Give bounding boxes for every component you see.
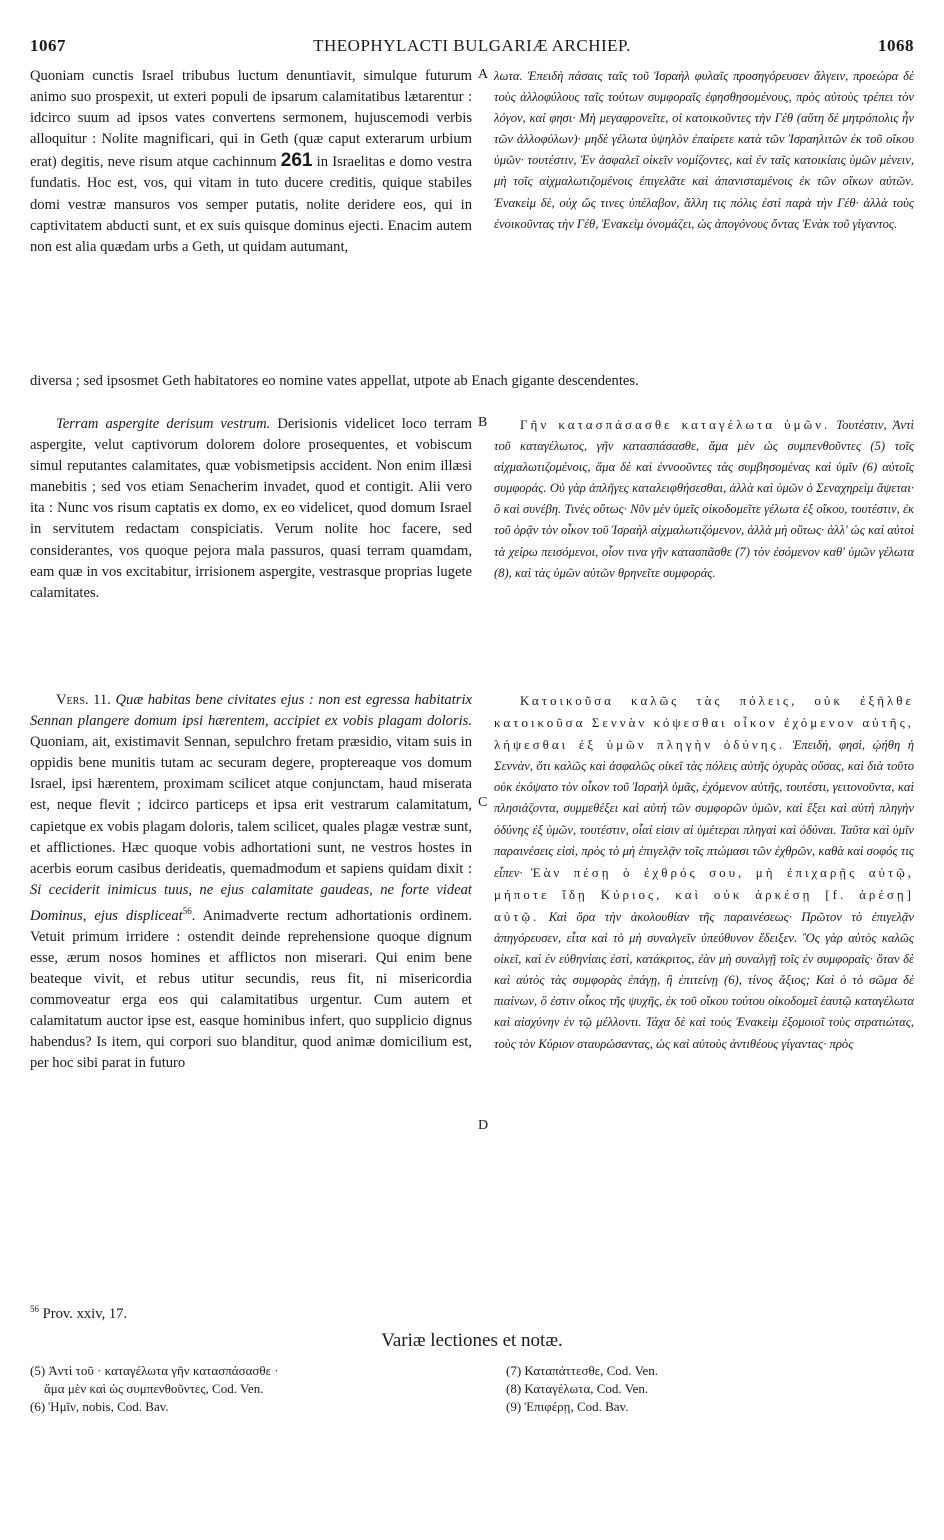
latin-column-section-b <box>30 414 472 604</box>
notes-left-column <box>30 1362 470 1416</box>
greek-lemma: Γῆν κατασπάσασθε καταγέλωτα ὑμῶν. <box>520 417 831 432</box>
note-line: (7) Καταπάττεσθε, Cod. Ven. <box>506 1363 659 1378</box>
page-number-right: 1068 <box>878 36 914 55</box>
latin-text: . Animadverte rectum adhortationis ordinem. Vetuit primum irridere : ostendit deinde reprehensione quoque dignum esse, ærum nosos homines et afflictos non miserari. Qui enim bene beateque vivit, et rebus utitur secundis, reus fit, ni misericordia commoveatur erga eos qui calamitatibus urgentur. Cum autem et calamitatum auctor ipse est, easque hominibus infert, quo supplicio dignus habendus? Is item, qui corpori suo blanditur, quod animæ domicilium est, per hoc sibi parat in futuro <box>30 907 472 1072</box>
note-line: (9) Ἐπιφέρῃ, Cod. Bav. <box>506 1399 629 1414</box>
greek-text: Καὶ ὅρα τὴν ἀκολουθίαν τῆς παραινέσεως· Πρῶτον τὸ ἐπιγελᾷν ἀπηγόρευσεν, εἶτα καὶ τὸ μὴ συναλγεῖν ὑπεύθυνον ἔδειξεν. Ὃς γὰρ αὐτὸς καλῶς οἰκεῖ, καὶ ἐν εὐθηνίαις ἐστὶ, κατάκριτος, ἐὰν μὴ συναλγῇ τοῖς ἐν συμφοραῖς· ὅταν δὲ καὶ αὐτὸς τὰς συμφορὰς ἐπάγῃ, ἢ ἐπιτείνῃ (6), τίνος ἄξιος; Καὶ ὁ τὸ σῶμα δὲ πιαίνων, ὅ ἐστιν οἶκος τῆς ψυχῆς, ἐκ τοῦ οἴκου τούτου οἰκοδομεῖ ἑαυτῷ καταγέλωτα καὶ αἰσχύνην ἐν τῷ μέλλοντι. Τάχα δὲ καὶ τοὺς Ἐνακεὶμ ἐξομοιοῖ τοὺς στρατιώτας, τοὺς τὸν Κύριον σταυρώσαντας, ὡς καὶ αὐτοὺς ἀντιθέους γίγαντας· πρὸς <box>494 909 914 1051</box>
footnote <box>30 1304 127 1323</box>
margin-marker-b: B <box>478 415 488 430</box>
latin-text: Derisionis videlicet loco terram aspergite, velut captivorum dolorem dolore prosequentes, et vobiscum simul reputantes calamitates, quæ vobismetipsis accident. Non enim illæsi manebitis ; sed vos etiam Senacherim invadet, quod et contigit. Alii vero ita : Nunc vos risum captatis ex domo, ex eo videlicet, quod domum Israel in servitutem redactam conspiciatis. Verum nolite hoc facere, sed considerantes, vos quoque pejora mala passuros, quasi terram quamdam, eam quæ in vos excitabitur, irrisionem aspergite, vestrasque proprias lugete calamitates. <box>30 416 472 601</box>
column-marker-bold: 261 <box>280 150 313 172</box>
greek-quote: Ἐὰν πέσῃ ὁ ἐχθρός σου, μὴ ἐπιχαρῇς αὐτῷ, μήποτε ἴδῃ Κύριος, καὶ οὐκ ἀρκέσῃ [f. ἀρέσῃ] αὐτῷ. <box>494 864 915 924</box>
latin-column-section-a <box>30 66 472 258</box>
verse-label: Vers. <box>56 692 89 708</box>
greek-text: Τουτέστιν, Ἀντὶ τοῦ καταγέλωτος, γῆν κατασπάσασθε, ἅμα μὲν ὡς συμπενθοῦντες (5) τοῖς αἰχμαλωτιζομένοις, ἅμα δὲ καὶ ἐννοοῦντες τὰς συμβησομένας καὶ ὑμῖν (6) αὐτοῖς συμφοράς. Οὐ γὰρ ἀπλῆγες καταλειφθήσεσθαι, ἀλλὰ καὶ ὑμῶν ὁ Σεναχηρεὶμ ἅψεται· ὃ καὶ συνέβη. Τινὲς οὕτως· Νῦν μὲν ὑμεῖς οἰκοδομεῖτε γέλωτα ἐξ οἴκου, τουτέστιν, ἐκ τοῦ ὁρᾷν τὸν οἶκον τοῦ Ἰσραὴλ αἰχμαλωτιζόμενον, ἀλλὰ μὴ οὕτως· ἀλλ' ὡς καὶ αὐτοὶ τὰ χείρω πεισόμενοι, οἷον τινα γῆν κατασπᾶσθε (7) τὸν ἐσόμενον καθ' ὑμῶν γέλωτα (8), καὶ τὰς ὑμῶν αὐτῶν θρηνεῖτε συμφοράς. <box>494 418 914 580</box>
margin-marker-d: D <box>478 1118 489 1133</box>
note-line: (8) Καταγέλωτα, Cod. Ven. <box>506 1381 649 1396</box>
greek-column-section-b <box>494 414 914 584</box>
greek-text: Ἐπειδὴ, φησὶ, ᾠήθη ἡ Σεννὰν, ὅτι καλῶς καὶ ἀσφαλῶς οἰκεῖ τὰς πόλεις αὐτῆς ὀχυρὰς οὔσας, καὶ διὰ τοῦτο οὐκ ἐκόψατο τὸν οἶκον τοῦ Ἰσραὴλ ὑμᾶς, ἐχόμενον αὐτῆς, τουτέστι, γειτονοῦντα, καὶ πλησιάζοντα, συμμεθέξει καὶ αὐτὴ τῶν συμφορῶν ὑμῶν, καὶ ἕξει καὶ αὐτὴ πληγὴν ὀδύνης ἐξ ὑμῶν, τουτέστιν, οἷαί εἰσιν αἱ ὑμέτεραι πληγαὶ καὶ ὀδύναι. Ταῦτα καὶ ὑμῖν παραινέσεις εἰσὶ, πρὸς τὸ μὴ ἐπιγελᾷν τοῖς πτώμασι τῶν ἐχθρῶν, καθὰ καὶ σοφός τις εἶπεν· <box>494 738 914 880</box>
latin-quote: Si ceciderit inimicus tuus, ne ejus calamitate gaudeas, ne forte videat Dominus, ejus displiceat <box>30 881 472 924</box>
notes-heading: Variæ lectiones et notæ. <box>381 1330 563 1351</box>
verse-number: 11. <box>88 692 116 708</box>
footnote-number: 56 <box>30 1304 39 1314</box>
greek-lemma: Κατοικοῦσα καλῶς τὰς πόλεις, οὐκ ἐξῆλθε κατοικοῦσα Σεννὰν κόψεσθαι οἶκον ἐχόμενον αὐτῆς, λήψεσθαι ἐξ ὑμῶν πληγὴν ὀδύνης. <box>494 693 914 753</box>
latin-text: diversa ; sed ipsosmet Geth habitatores eo nomine vates appellat, utpote ab Enach gigante descendentes. <box>30 373 639 389</box>
latin-lemma: Quæ habitas bene civitates ejus : non est egressa habitatrix Sennan plangere domum ipsi hærentem, accipiet ex vobis plagam doloris. <box>30 692 472 730</box>
footnote-reference: 56 <box>182 905 192 916</box>
latin-column-section-c <box>30 690 472 1075</box>
full-width-continuation <box>30 371 914 392</box>
page-number-left: 1067 <box>30 36 66 55</box>
notes-right-column <box>506 1362 916 1416</box>
margin-marker-a: A <box>478 67 489 82</box>
running-title: THEOPHYLACTI BULGARIÆ ARCHIEP. <box>313 36 631 55</box>
note-line: (5) Ἀντὶ τοῦ · καταγέλωτα γῆν κατασπάσασθε · <box>30 1363 279 1378</box>
footnote-text: Prov. xxiv, 17. <box>39 1305 128 1322</box>
latin-text: Quoniam, ait, existimavit Sennan, sepulchro fretam præsidio, vitam suis in oppidis bene munitis tutam ac securam degere, proptereaque vos domum Israel, ipsi hærentem, proximam scilicet atque conjunctam, haud miserata est, neque flevit ; idcirco particeps et ipsa erit vestrarum calamitatum, capietque ex vobis plagam doloris, talem scilicet, quales plagæ vestræ sunt, et afflictiones. Hæc quoque vobis adhortationi sunt, ne vestros hostes in acerbis eorum casibus derideatis, quemadmodum et sapiens quidam dixit : <box>30 734 472 877</box>
latin-lemma: Terram aspergite derisum vestrum. <box>56 416 271 432</box>
latin-text: Quoniam cunctis Israel tribubus luctum denuntiavit, simulque futurum animo suo prospexit, ut exteri populi de ipsarum calamitatibus lætarentur : idcirco suum ad ipsos vates convertens sermonem, hujuscemodi verbis alloquitur : Nolite magnificari, qui in Geth (quæ caput exterarum urbium erat) degitis, neve risum atque cachinnum <box>30 68 472 171</box>
greek-column-section-a <box>494 66 914 235</box>
page-header <box>30 36 914 60</box>
note-line: ἅμα μὲν καὶ ὡς συμπενθοῦντες, Cod. Ven. <box>44 1381 264 1396</box>
margin-marker-c: C <box>478 795 488 810</box>
latin-text: in Israelitas e domo vestra fundatis. Hoc est, vos, qui vitam in tuto ducere creditis, quique stabiles domi vestræ mansuros vos semper putatis, nolite deridere eos, qui in captivitatem abducti sunt, et ex suis quisque dominus ejecti. Enacim autem non est alia quædam urbs a Geth, ut quidam autumant, <box>30 154 472 255</box>
note-line: (6) Ἡμῖν, nobis, Cod. Bav. <box>30 1399 169 1414</box>
greek-text: λωτα. Ἐπειδὴ πάσαις ταῖς τοῦ Ἰσραὴλ φυλαῖς προσηγόρευσεν ἄλγειν, προεώρα δὲ τοὺς ἀλλοφύλους ταῖς τούτων συμφοραῖς ἐφησθησομένους, πρὸς αὐτοὺς τρέπει τὸν λόγον, καί φησι· Μὴ μεγαφρονεῖτε, οἱ κατοικοῦντες τὴν Γέθ (αὕτη δὲ μητρόπολις ἦν τῶν ἀλλοφύλων)· μηδὲ γέλωτα ὑψηλὸν ἐπαίρετε κατὰ τῶν Ἰσραηλιτῶν ἐκ τοῦ οἴκου ὑμῶν· τουτέστιν, Ἐν ἀσφαλεῖ οἰκεῖν νομίζοντες, καὶ ἐν ταῖς κατοικίαις ὑμῶν μένειν, μὴ τοῖς αἰχμαλωτιζομένοις ἐπιγελᾶτε καὶ ἀπανισταμένοις ἐκ τῶν οἴκων αὐτῶν. Ἐνακεὶμ δὲ, οὐχ ὥς τινες ὑπέλαβον, ἄλλη τις πόλις ἐστὶ παρὰ τὴν Γέθ· ἀλλὰ τοὺς ἐνοικοῦντας τὴν Γέθ, Ἐνακεὶμ ὀνομάζει, ὡς ἀπογόνους ὄντας Ἐνὰκ τοῦ γίγαντος. <box>494 69 914 231</box>
greek-column-section-c <box>494 690 914 1055</box>
